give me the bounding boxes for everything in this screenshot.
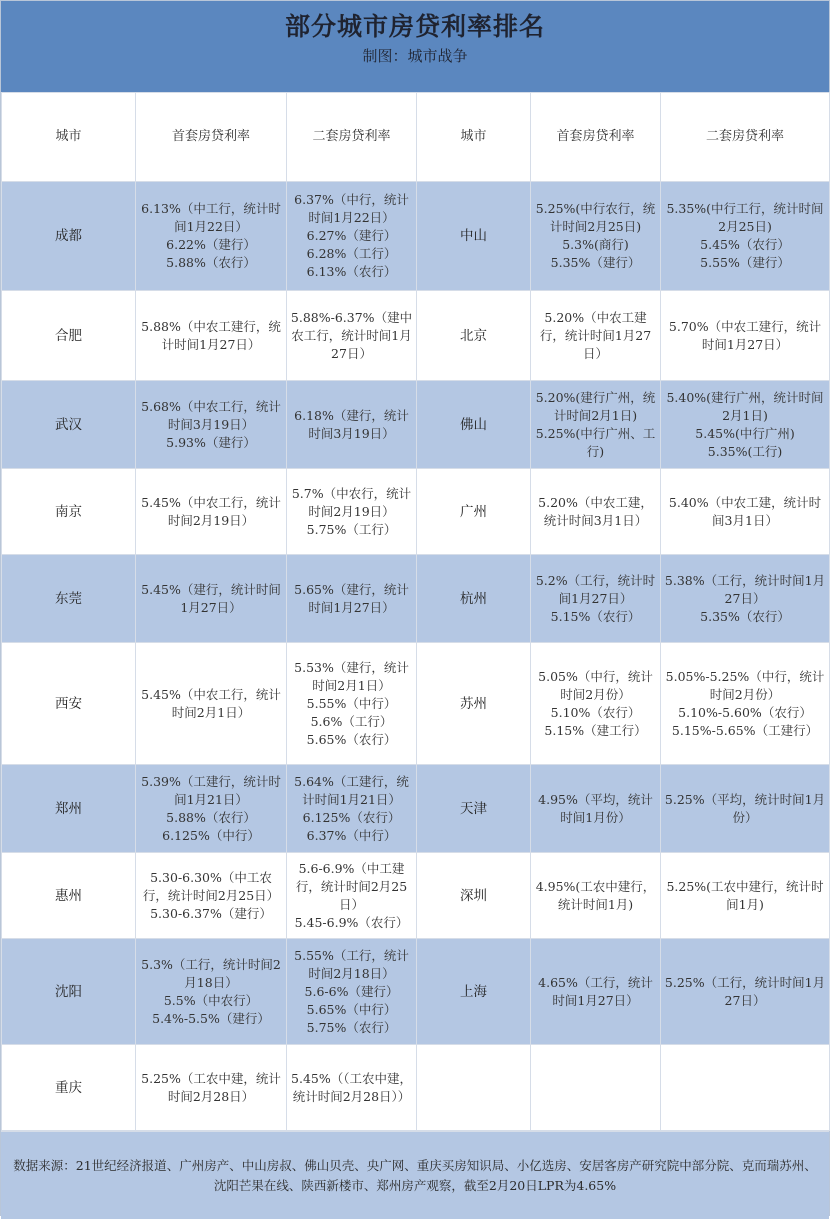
first-home-rate-cell: [531, 182, 661, 291]
rate-line: 5.88%（农行）: [166, 255, 256, 270]
rate-line: 5.3%（工行，统计时间2月18日）: [141, 956, 281, 990]
city-cell: 天津: [417, 765, 531, 853]
rate-line: 5.10%（农行）: [550, 704, 641, 720]
column-header: 首套房贷利率: [136, 93, 287, 182]
city-cell: 南京: [2, 469, 136, 555]
second-home-rate-cell: [287, 555, 417, 643]
rate-line: 5.25%(中行农行，统计时间2月25日): [535, 201, 656, 234]
second-home-rate-cell: [661, 765, 830, 853]
second-home-rate-cell: [287, 381, 417, 469]
city-cell: 杭州: [417, 555, 531, 643]
first-home-rate-cell: [531, 853, 661, 939]
rate-line: 6.13%（中工行，统计时间1月22日）: [141, 201, 281, 234]
city-cell: 东莞: [2, 555, 136, 643]
city-cell: 合肥: [2, 291, 136, 381]
second-home-rate-cell: [661, 291, 830, 381]
column-header: 二套房贷利率: [287, 93, 417, 182]
table-row: [2, 555, 830, 643]
second-home-rate-cell: [287, 939, 417, 1045]
rate-line: 5.55%（工行，统计时间2月18日）: [294, 947, 409, 981]
first-home-rate-cell: [531, 765, 661, 853]
city-cell: 成都: [2, 182, 136, 291]
rate-line: 5.25%(工农中建行，统计时间1月): [666, 878, 824, 912]
first-home-rate-cell: [531, 643, 661, 765]
first-home-rate-cell: [136, 765, 287, 853]
rate-line: 5.25%（工农中建，统计时间2月28日）: [141, 1070, 281, 1104]
second-home-rate-cell: [661, 381, 830, 469]
rate-line: 5.6%（工行）: [310, 713, 393, 729]
rate-line: 5.65%（建行，统计时间1月27日）: [294, 581, 409, 615]
column-header: 二套房贷利率: [661, 93, 830, 182]
rate-line: 5.35%（建行）: [550, 255, 641, 270]
rate-line: 4.65%（工行，统计时间1月27日）: [538, 974, 653, 1008]
rate-line: 5.7%（中农行，统计时间2月19日）: [291, 485, 412, 519]
table-row: [2, 291, 830, 381]
rate-line: 5.55%（中行）: [306, 695, 397, 711]
second-home-rate-cell: [287, 182, 417, 291]
second-home-rate-cell: [287, 469, 417, 555]
city-cell: 佛山: [417, 381, 531, 469]
first-home-rate-cell: [136, 939, 287, 1045]
city-cell: 中山: [417, 182, 531, 291]
rate-line: 5.10%-5.60%（农行）: [678, 704, 812, 720]
rate-line: 5.45%(中行广州): [695, 425, 795, 441]
rate-line: 5.40%(建行广州，统计时间2月1日): [666, 389, 824, 423]
rate-line: 5.64%（工建行，统计时间1月21日）: [294, 773, 409, 807]
second-home-rate-cell: [287, 765, 417, 853]
rate-line: 6.18%（建行，统计时间3月19日）: [294, 407, 409, 441]
rate-line: 5.30-6.30%（中工农行，统计时间2月25日）5.30-6.37%（建行）: [142, 869, 280, 921]
city-cell: 惠州: [2, 853, 136, 939]
table-row: [2, 765, 830, 853]
rate-line: 6.37%（中行，统计时间1月22日）: [294, 192, 409, 225]
table-header-row: [2, 93, 830, 182]
second-home-rate-cell: [661, 555, 830, 643]
rate-line: 5.45%（农行）: [700, 237, 790, 252]
city-cell: 上海: [417, 939, 531, 1045]
city-cell: 西安: [2, 643, 136, 765]
rate-line: 5.35%（农行）: [700, 608, 790, 624]
second-home-rate-cell: [661, 643, 830, 765]
rate-line: 5.2%（工行，统计时间1月27日）: [535, 572, 656, 606]
rate-line: 5.35%(工行): [707, 443, 783, 459]
rate-line: 5.53%（建行，统计时间2月1日）: [294, 659, 409, 693]
first-home-rate-cell: [531, 291, 661, 381]
rate-line: 6.37%（中行）: [306, 827, 397, 843]
rate-line: 4.95%（平均，统计时间1月份）: [538, 791, 653, 825]
table-row: [2, 1045, 830, 1131]
rate-line: 5.40%（中农工建，统计时间3月1日）: [668, 494, 822, 528]
city-cell: 沈阳: [2, 939, 136, 1045]
rate-line: 5.05%（中行，统计时间2月份）: [538, 668, 653, 702]
rate-line: 5.6-6.9%（中工建行，统计时间2月25日）: [295, 860, 408, 912]
rate-line: 5.3%(商行): [562, 237, 629, 252]
first-home-rate-cell: [136, 1045, 287, 1131]
second-home-rate-cell: [287, 643, 417, 765]
rate-line: 5.38%（工行，统计时间1月27日）: [664, 572, 826, 606]
rate-line: 6.27%（建行）: [306, 228, 397, 243]
table-row: [2, 643, 830, 765]
second-home-rate-cell: [287, 291, 417, 381]
first-home-rate-cell: [531, 555, 661, 643]
rate-line: 6.13%（农行）: [306, 264, 397, 279]
first-home-rate-cell: [136, 469, 287, 555]
first-home-rate-cell: [136, 643, 287, 765]
city-cell: 广州: [417, 469, 531, 555]
rate-line: 6.22%（建行）: [166, 237, 256, 252]
city-cell: [417, 1045, 531, 1131]
rate-line: 6.125%（农行）: [302, 809, 401, 825]
rate-line: 5.39%（工建行，统计时间1月21日）: [141, 773, 281, 807]
rate-line: 5.15%（建工行）: [544, 722, 647, 738]
rate-line: 5.15%（农行）: [550, 608, 641, 624]
second-home-rate-cell: [661, 853, 830, 939]
rate-line: 6.125%（中行）: [162, 827, 260, 843]
city-cell: 重庆: [2, 1045, 136, 1131]
header-banner: [1, 1, 829, 92]
second-home-rate-cell: [661, 182, 830, 291]
rate-line: 5.45-6.9%（农行）: [294, 914, 409, 930]
rate-table: [1, 92, 830, 1131]
second-home-rate-cell: [287, 1045, 417, 1131]
second-home-rate-cell: [661, 939, 830, 1045]
second-home-rate-cell: [661, 469, 830, 555]
first-home-rate-cell: [531, 1045, 661, 1131]
rate-line: 5.45%（（工农中建，统计时间2月28日））: [291, 1070, 412, 1104]
source-note: [1, 1131, 829, 1219]
first-home-rate-cell: [531, 469, 661, 555]
column-header: 城市: [2, 93, 136, 182]
rate-line: 5.65%（中行）: [306, 1001, 397, 1017]
rate-line: 5.5%（中农行）: [163, 992, 259, 1008]
rate-line: 5.55%（建行）: [700, 255, 790, 270]
rate-line: 5.6-6%（建行）: [304, 983, 399, 999]
rate-line: 5.35%(中行工行，统计时间2月25日): [666, 201, 824, 234]
first-home-rate-cell: [136, 555, 287, 643]
rate-line: 5.4%-5.5%（建行）: [152, 1010, 270, 1026]
rate-line: 5.45%（建行，统计时间1月27日）: [141, 581, 281, 615]
rate-line: 5.05%-5.25%（中行，统计时间2月份）: [665, 668, 825, 702]
rate-line: 6.28%（工行）: [306, 246, 397, 261]
table-row: [2, 939, 830, 1045]
rate-line: 5.25%（工行，统计时间1月27日）: [664, 974, 826, 1008]
rate-line: 5.68%（中农工行，统计时间3月19日）: [141, 398, 281, 432]
rate-line: 5.45%（中农工行，统计时间2月19日）: [141, 494, 281, 528]
page-title: 部分城市房贷利率排名: [284, 12, 545, 41]
city-cell: 苏州: [417, 643, 531, 765]
first-home-rate-cell: [531, 381, 661, 469]
first-home-rate-cell: [136, 853, 287, 939]
rate-line: 5.88%（中农工建行，统计时间1月27日）: [141, 318, 281, 352]
page-subtitle: 制图：城市战争: [362, 47, 468, 65]
city-cell: 郑州: [2, 765, 136, 853]
table-row: [2, 182, 830, 291]
source-text: 数据来源：21世纪经济报道、广州房产、中山房叔、佛山贝壳、央广网、重庆买房知识局、小亿选房、安居客房产研究院中部分院、克而瑞苏州、沈阳芒果在线、陕西新楼市、郑州房产观察，截至2月20日LPR为4.65%: [13, 1157, 817, 1193]
rate-line: 5.88%-6.37%（建中农工行，统计时间1月27日）: [290, 309, 413, 361]
rate-line: 5.20%（中农工建行，统计时间1月27日）: [539, 309, 652, 361]
first-home-rate-cell: [531, 939, 661, 1045]
rate-line: 5.25%（平均，统计时间1月份）: [664, 791, 826, 825]
rate-line: 5.70%（中农工建行，统计时间1月27日）: [668, 318, 822, 352]
rate-line: 5.75%（工行）: [306, 521, 397, 537]
rate-line: 5.93%（建行）: [166, 434, 256, 450]
rate-line: 5.45%（中农工行，统计时间2月1日）: [141, 686, 281, 720]
second-home-rate-cell: [661, 1045, 830, 1131]
table-row: [2, 469, 830, 555]
rate-line: 5.88%（农行）: [166, 809, 256, 825]
column-header: 城市: [417, 93, 531, 182]
table-row: [2, 853, 830, 939]
rate-line: 5.25%(中行广州、工行): [535, 425, 656, 459]
rate-line: 4.95%(工农中建行，统计时间1月): [535, 878, 656, 912]
rate-line: 5.20%（中农工建，统计时间3月1日）: [538, 494, 653, 528]
first-home-rate-cell: [136, 291, 287, 381]
second-home-rate-cell: [287, 853, 417, 939]
city-cell: 深圳: [417, 853, 531, 939]
first-home-rate-cell: [136, 381, 287, 469]
city-cell: 武汉: [2, 381, 136, 469]
column-header: 首套房贷利率: [531, 93, 661, 182]
rate-line: 5.15%-5.65%（工建行）: [671, 722, 819, 738]
table-row: [2, 381, 830, 469]
rate-line: 5.20%(建行广州，统计时间2月1日): [535, 389, 656, 423]
rate-line: 5.65%（农行）: [306, 731, 397, 747]
first-home-rate-cell: [136, 182, 287, 291]
rate-line: 5.75%（农行）: [306, 1019, 397, 1035]
city-cell: 北京: [417, 291, 531, 381]
